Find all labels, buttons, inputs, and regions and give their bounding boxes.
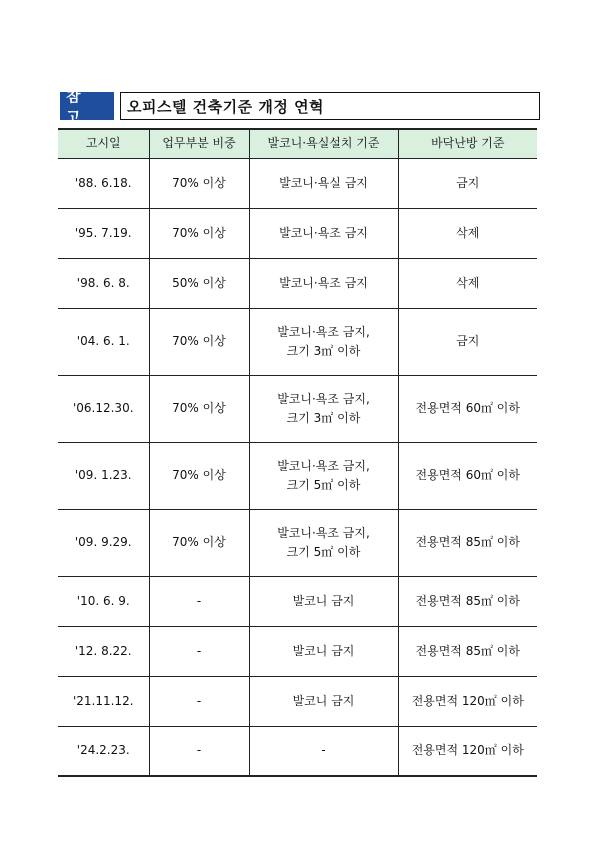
balcony-standard-line: 발코니 금지 xyxy=(292,643,355,658)
balcony-standard-line: 발코니 금지 xyxy=(292,693,355,708)
table-row xyxy=(58,308,537,375)
cell-balcony-bath-standard xyxy=(249,258,398,308)
balcony-standard-line: 크기 3㎡ 이하 xyxy=(286,343,361,358)
header-date: 고시일 xyxy=(58,129,149,158)
cell-date: '10. 6. 9. xyxy=(58,576,149,626)
cell-business-ratio: 70% 이상 xyxy=(149,375,249,442)
cell-balcony-bath-standard xyxy=(249,726,398,776)
cell-business-ratio: 70% 이상 xyxy=(149,208,249,258)
cell-balcony-bath-standard xyxy=(249,308,398,375)
cell-business-ratio: - xyxy=(149,626,249,676)
cell-floor-heating-standard: 삭제 xyxy=(398,208,537,258)
cell-floor-heating-standard: 전용면적 85㎡ 이하 xyxy=(398,576,537,626)
cell-floor-heating-standard: 전용면적 120㎡ 이하 xyxy=(398,676,537,726)
cell-date: '95. 7.19. xyxy=(58,208,149,258)
cell-balcony-bath-standard xyxy=(249,509,398,576)
table-row xyxy=(58,726,537,776)
table-row xyxy=(58,442,537,509)
revision-history-table xyxy=(58,128,537,777)
table-row xyxy=(58,676,537,726)
balcony-standard-line: 크기 3㎡ 이하 xyxy=(286,410,361,425)
balcony-standard-line: 발코니·욕조 금지, xyxy=(277,525,370,540)
cell-business-ratio: 70% 이상 xyxy=(149,509,249,576)
cell-date: '88. 6.18. xyxy=(58,158,149,208)
reference-tag: 참 고 xyxy=(60,92,114,120)
table-row xyxy=(58,509,537,576)
balcony-standard-line: 크기 5㎡ 이하 xyxy=(286,544,361,559)
cell-floor-heating-standard: 금지 xyxy=(398,308,537,375)
cell-floor-heating-standard: 전용면적 85㎡ 이하 xyxy=(398,626,537,676)
cell-business-ratio: 50% 이상 xyxy=(149,258,249,308)
table-row xyxy=(58,375,537,442)
cell-balcony-bath-standard xyxy=(249,208,398,258)
cell-date: '24.2.23. xyxy=(58,726,149,776)
cell-balcony-bath-standard xyxy=(249,158,398,208)
cell-balcony-bath-standard xyxy=(249,626,398,676)
section-heading xyxy=(60,87,540,126)
balcony-standard-line: 크기 5㎡ 이하 xyxy=(286,477,361,492)
header-balcony-bath-standard: 발코니·욕실설치 기준 xyxy=(249,129,398,158)
balcony-standard-line: 발코니·욕조 금지, xyxy=(277,458,370,473)
section-title: 오피스텔 건축기준 개정 연혁 xyxy=(120,92,540,120)
cell-floor-heating-standard: 전용면적 85㎡ 이하 xyxy=(398,509,537,576)
cell-date: '09. 1.23. xyxy=(58,442,149,509)
cell-business-ratio: 70% 이상 xyxy=(149,442,249,509)
table-header-row xyxy=(58,129,537,158)
cell-date: '98. 6. 8. xyxy=(58,258,149,308)
cell-date: '21.11.12. xyxy=(58,676,149,726)
cell-date: '04. 6. 1. xyxy=(58,308,149,375)
table-row xyxy=(58,258,537,308)
cell-floor-heating-standard: 전용면적 60㎡ 이하 xyxy=(398,375,537,442)
cell-business-ratio: - xyxy=(149,726,249,776)
header-business-ratio: 업무부분 비중 xyxy=(149,129,249,158)
balcony-standard-line: 발코니·욕실 금지 xyxy=(279,175,368,190)
table-row xyxy=(58,208,537,258)
cell-balcony-bath-standard xyxy=(249,442,398,509)
balcony-standard-line: 발코니·욕조 금지 xyxy=(279,275,368,290)
table-row xyxy=(58,158,537,208)
cell-business-ratio: - xyxy=(149,676,249,726)
cell-floor-heating-standard: 전용면적 60㎡ 이하 xyxy=(398,442,537,509)
cell-floor-heating-standard: 삭제 xyxy=(398,258,537,308)
table-row xyxy=(58,576,537,626)
cell-floor-heating-standard: 금지 xyxy=(398,158,537,208)
balcony-standard-line: 발코니·욕조 금지, xyxy=(277,324,370,339)
cell-balcony-bath-standard xyxy=(249,576,398,626)
cell-date: '12. 8.22. xyxy=(58,626,149,676)
balcony-standard-line: 발코니·욕조 금지, xyxy=(277,391,370,406)
cell-balcony-bath-standard xyxy=(249,375,398,442)
header-floor-heating-standard: 바닥난방 기준 xyxy=(398,129,537,158)
cell-date: '09. 9.29. xyxy=(58,509,149,576)
cell-floor-heating-standard: 전용면적 120㎡ 이하 xyxy=(398,726,537,776)
balcony-standard-line: - xyxy=(321,743,326,758)
balcony-standard-line: 발코니·욕조 금지 xyxy=(279,225,368,240)
cell-date: '06.12.30. xyxy=(58,375,149,442)
cell-business-ratio: 70% 이상 xyxy=(149,308,249,375)
cell-business-ratio: - xyxy=(149,576,249,626)
cell-business-ratio: 70% 이상 xyxy=(149,158,249,208)
balcony-standard-line: 발코니 금지 xyxy=(292,593,355,608)
table-row xyxy=(58,626,537,676)
cell-balcony-bath-standard xyxy=(249,676,398,726)
